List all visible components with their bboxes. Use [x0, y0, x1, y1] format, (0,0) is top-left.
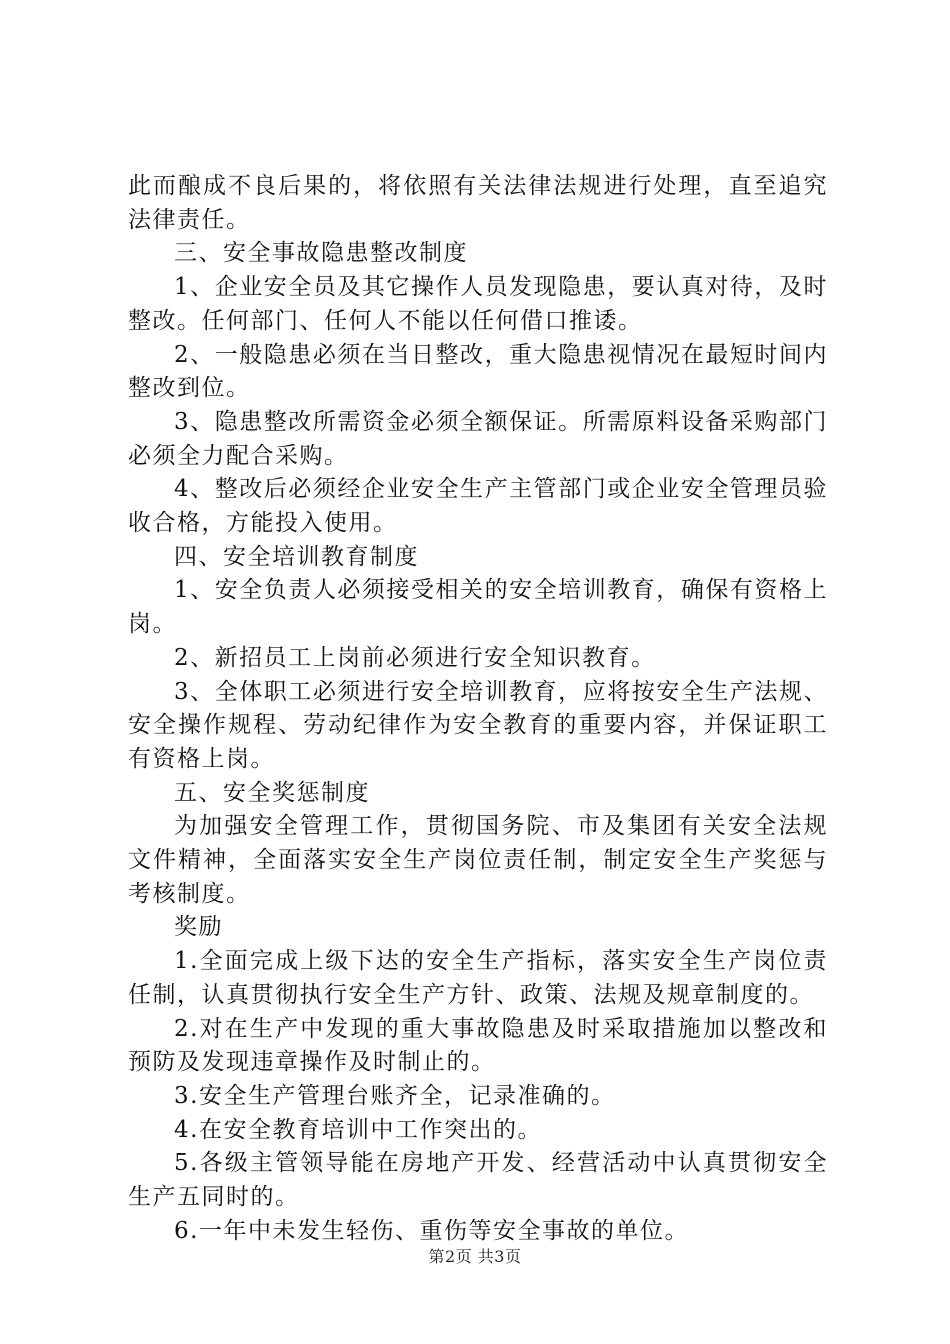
paragraph: 2、新招员工上岗前必须进行安全知识教育。	[174, 644, 656, 671]
section-heading-training: 四、安全培训教育制度	[174, 543, 419, 570]
paragraph: 3、隐患整改所需资金必须全额保证。所需原料设备采购部门必须全力配合采购。	[128, 408, 828, 469]
reward-item: 2.对在生产中发现的重大事故隐患及时采取措施加以整改和预防及发现违章操作及时制止的。	[128, 1015, 828, 1076]
paragraph: 为加强安全管理工作，贯彻国务院、市及集团有关安全法规文件精神，全面落实安全生产岗位责任制，制定安全生产奖惩与考核制度。	[128, 813, 828, 907]
paragraph-continuation: 此而酿成不良后果的，将依照有关法律法规进行处理，直至追究法律责任。	[128, 173, 828, 233]
reward-item: 5.各级主管领导能在房地产开发、经营活动中认真贯彻安全生产五同时的。	[128, 1150, 828, 1211]
reward-item: 6.一年中未发生轻伤、重伤等安全事故的单位。	[174, 1217, 689, 1244]
paragraph: 3、全体职工必须进行安全培训教育，应将按安全生产法规、安全操作规程、劳动纪律作为安全教育的重要内容，并保证职工有资格上岗。	[128, 678, 828, 772]
paragraph: 1、安全负责人必须接受相关的安全培训教育，确保有资格上岗。	[128, 577, 828, 638]
paragraph: 4、整改后必须经企业安全生产主管部门或企业安全管理员验收合格，方能投入使用。	[128, 476, 828, 537]
paragraph: 1、企业安全员及其它操作人员发现隐患，要认真对待，及时整改。任何部门、任何人不能以任何借口推诿。	[128, 274, 828, 334]
reward-item: 1.全面完成上级下达的安全生产指标，落实安全生产岗位责任制，认真贯彻执行安全生产方针、政策、法规及规章制度的。	[128, 948, 828, 1008]
subheading-rewards: 奖励	[174, 914, 223, 941]
section-heading-rewards-penalties: 五、安全奖惩制度	[174, 779, 370, 806]
section-heading-hazard-rectification: 三、安全事故隐患整改制度	[174, 240, 468, 267]
reward-item: 4.在安全教育培训中工作突出的。	[174, 1116, 542, 1143]
paragraph: 2、一般隐患必须在当日整改，重大隐患视情况在最短时间内整改到位。	[128, 341, 828, 402]
reward-item: 3.安全生产管理台账齐全，记录准确的。	[174, 1082, 616, 1109]
document-body	[128, 170, 828, 1249]
page-number-footer: 第2页 共3页	[428, 1247, 522, 1266]
